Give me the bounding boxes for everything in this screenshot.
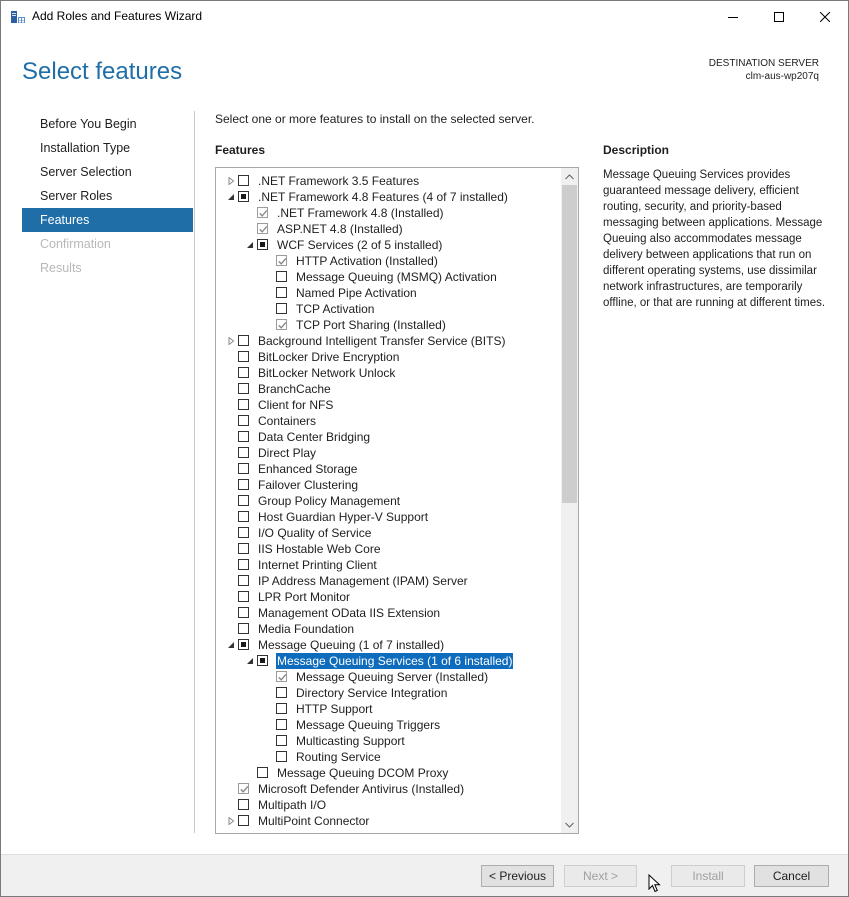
feature-row[interactable] <box>216 637 560 653</box>
feature-checkbox[interactable] <box>276 671 287 682</box>
feature-checkbox[interactable] <box>276 687 287 698</box>
feature-row[interactable] <box>216 653 560 669</box>
nav-item-server-roles[interactable]: Server Roles <box>40 189 113 203</box>
destination-server-value: clm-aus-wp207q <box>745 71 819 82</box>
feature-row[interactable] <box>216 509 560 525</box>
feature-label: Message Queuing (1 of 7 installed) <box>258 638 445 652</box>
window-title: Add Roles and Features Wizard <box>32 9 203 23</box>
feature-label: HTTP Support <box>296 702 373 716</box>
feature-label: Direct Play <box>258 446 317 460</box>
feature-checkbox[interactable] <box>276 255 287 266</box>
description-text: Message Queuing Services provides guaranteed message delivery, efficient routing, security, and priority-based messaging between applications. Message Queuing also accommodates message delivery between applications that run on different operating systems, use dissimilar network infrastructures, are temporarily offline, or that are running at different times. <box>603 169 826 309</box>
feature-checkbox[interactable] <box>276 303 287 314</box>
feature-label: I/O Quality of Service <box>258 526 372 540</box>
feature-checkbox[interactable] <box>238 415 249 426</box>
feature-row[interactable] <box>216 525 560 541</box>
tree-collapse-icon[interactable] <box>246 241 254 249</box>
feature-checkbox[interactable] <box>238 575 249 586</box>
wizard-nav <box>22 112 193 280</box>
tree-collapse-icon[interactable] <box>227 193 235 201</box>
feature-label: Media Foundation <box>258 622 355 636</box>
feature-row[interactable] <box>216 717 560 733</box>
feature-checkbox[interactable] <box>238 351 249 362</box>
checkmark-icon <box>258 224 269 235</box>
feature-label: Enhanced Storage <box>258 462 358 476</box>
feature-checkbox[interactable] <box>238 335 249 346</box>
feature-checkbox[interactable] <box>238 367 249 378</box>
nav-divider <box>194 111 195 833</box>
close-button[interactable] <box>802 1 848 32</box>
feature-checkbox[interactable] <box>238 191 249 202</box>
feature-checkbox[interactable] <box>238 623 249 634</box>
feature-label: Microsoft Defender Antivirus (Installed) <box>258 782 465 796</box>
tree-expand-icon[interactable] <box>227 177 235 185</box>
feature-label: Message Queuing Services (1 of 6 installed) <box>277 654 513 668</box>
feature-label: Message Queuing Server (Installed) <box>296 670 489 684</box>
feature-row[interactable] <box>216 733 560 749</box>
feature-row[interactable] <box>216 557 560 573</box>
feature-row[interactable] <box>216 573 560 589</box>
feature-label: Internet Printing Client <box>258 558 377 572</box>
mouse-cursor-icon <box>648 874 662 894</box>
nav-item-features[interactable]: Features <box>22 208 193 232</box>
feature-label: ASP.NET 4.8 (Installed) <box>277 222 403 236</box>
tree-expand-icon[interactable] <box>227 337 235 345</box>
feature-label: HTTP Activation (Installed) <box>296 254 438 268</box>
description-heading: Description <box>603 143 670 157</box>
tree-expand-icon[interactable] <box>227 817 235 825</box>
feature-checkbox[interactable] <box>238 543 249 554</box>
feature-row[interactable] <box>216 445 560 461</box>
feature-label: Management OData IIS Extension <box>258 606 441 620</box>
feature-checkbox[interactable] <box>276 287 287 298</box>
feature-checkbox[interactable] <box>238 479 249 490</box>
feature-label: Data Center Bridging <box>258 430 371 444</box>
feature-label: Routing Service <box>296 750 381 764</box>
feature-label: Multipath I/O <box>258 798 327 812</box>
features-tree-rows <box>216 173 560 829</box>
feature-checkbox[interactable] <box>238 591 249 602</box>
feature-checkbox[interactable] <box>257 223 268 234</box>
previous-button[interactable]: < Previous <box>481 865 554 887</box>
feature-row[interactable] <box>216 541 560 557</box>
feature-label: .NET Framework 4.8 (Installed) <box>277 206 444 220</box>
feature-row[interactable] <box>216 621 560 637</box>
maximize-icon <box>774 12 784 22</box>
feature-checkbox[interactable] <box>276 703 287 714</box>
feature-checkbox[interactable] <box>238 431 249 442</box>
feature-checkbox[interactable] <box>257 239 268 250</box>
feature-checkbox[interactable] <box>238 783 249 794</box>
feature-checkbox[interactable] <box>238 639 249 650</box>
feature-row[interactable] <box>216 301 560 317</box>
feature-row[interactable] <box>216 429 560 445</box>
minimize-button[interactable] <box>710 1 756 32</box>
feature-label: WCF Services (2 of 5 installed) <box>277 238 443 252</box>
feature-checkbox[interactable] <box>276 319 287 330</box>
feature-row[interactable] <box>216 605 560 621</box>
feature-label: LPR Port Monitor <box>258 590 351 604</box>
scroll-thumb[interactable] <box>562 185 577 503</box>
nav-item-installation-type[interactable]: Installation Type <box>40 141 131 155</box>
feature-label: TCP Activation <box>296 302 375 316</box>
feature-row[interactable] <box>216 685 560 701</box>
feature-row[interactable] <box>216 173 560 189</box>
feature-label: MultiPoint Connector <box>258 814 370 828</box>
feature-label: BitLocker Drive Encryption <box>258 350 400 364</box>
destination-server-label: DESTINATION SERVER <box>708 58 819 69</box>
feature-label: BranchCache <box>258 382 331 396</box>
cancel-button[interactable]: Cancel <box>754 865 829 887</box>
next-button[interactable]: Next > <box>564 865 637 887</box>
feature-label: Named Pipe Activation <box>296 286 417 300</box>
feature-row[interactable] <box>216 765 560 781</box>
feature-row[interactable] <box>216 813 560 829</box>
feature-checkbox[interactable] <box>238 511 249 522</box>
feature-label: Group Policy Management <box>258 494 401 508</box>
feature-label: Host Guardian Hyper-V Support <box>258 510 429 524</box>
feature-row[interactable] <box>216 237 560 253</box>
feature-checkbox[interactable] <box>238 383 249 394</box>
nav-item-server-selection[interactable]: Server Selection <box>40 165 132 179</box>
feature-row[interactable] <box>216 781 560 797</box>
feature-label: Background Intelligent Transfer Service (BITS) <box>258 334 506 348</box>
maximize-button[interactable] <box>756 1 802 32</box>
feature-checkbox[interactable] <box>238 463 249 474</box>
features-heading: Features <box>215 143 266 157</box>
features-tree[interactable] <box>215 167 579 834</box>
server-manager-icon <box>10 9 26 25</box>
feature-label: TCP Port Sharing (Installed) <box>296 318 446 332</box>
feature-label: BitLocker Network Unlock <box>258 366 396 380</box>
feature-checkbox[interactable] <box>238 815 249 826</box>
feature-checkbox[interactable] <box>276 271 287 282</box>
checkmark-icon <box>258 208 269 219</box>
checkmark-icon <box>277 256 288 267</box>
feature-label: Message Queuing DCOM Proxy <box>277 766 449 780</box>
feature-row[interactable] <box>216 701 560 717</box>
feature-checkbox[interactable] <box>257 655 268 666</box>
feature-row[interactable] <box>216 381 560 397</box>
feature-row[interactable] <box>216 669 560 685</box>
feature-row[interactable] <box>216 589 560 605</box>
feature-row[interactable] <box>216 189 560 205</box>
feature-checkbox[interactable] <box>238 447 249 458</box>
feature-row[interactable] <box>216 349 560 365</box>
feature-checkbox[interactable] <box>238 495 249 506</box>
feature-row[interactable] <box>216 333 560 349</box>
scroll-down-button[interactable] <box>561 816 578 833</box>
feature-label: IIS Hostable Web Core <box>258 542 381 556</box>
feature-row[interactable] <box>216 477 560 493</box>
install-button[interactable]: Install <box>671 865 745 887</box>
feature-row[interactable] <box>216 461 560 477</box>
feature-row[interactable] <box>216 253 560 269</box>
feature-row[interactable] <box>216 269 560 285</box>
feature-checkbox[interactable] <box>276 751 287 762</box>
feature-label: Client for NFS <box>258 398 334 412</box>
feature-checkbox[interactable] <box>238 559 249 570</box>
feature-checkbox[interactable] <box>238 799 249 810</box>
feature-label: .NET Framework 4.8 Features (4 of 7 installed) <box>258 190 508 204</box>
tree-collapse-icon[interactable] <box>246 657 254 665</box>
feature-label: Containers <box>258 414 317 428</box>
feature-checkbox[interactable] <box>257 767 268 778</box>
minimize-icon <box>728 12 738 22</box>
page-title: Select features <box>22 58 183 85</box>
chevron-down-icon <box>565 822 574 828</box>
feature-label: .NET Framework 3.5 Features <box>258 174 420 188</box>
feature-row[interactable] <box>216 365 560 381</box>
features-scrollbar[interactable] <box>561 168 578 833</box>
feature-row[interactable] <box>216 205 560 221</box>
feature-checkbox[interactable] <box>276 719 287 730</box>
feature-checkbox[interactable] <box>238 607 249 618</box>
feature-row[interactable] <box>216 397 560 413</box>
feature-label: Message Queuing Triggers <box>296 718 441 732</box>
feature-label: Failover Clustering <box>258 478 359 492</box>
chevron-up-icon <box>565 174 574 180</box>
nav-item-confirmation: Confirmation <box>40 237 111 251</box>
feature-checkbox[interactable] <box>238 399 249 410</box>
nav-item-before-you-begin[interactable]: Before You Begin <box>40 117 137 131</box>
close-icon <box>820 12 830 22</box>
instruction-text: Select one or more features to install on the selected server. <box>215 112 535 126</box>
feature-row[interactable] <box>216 221 560 237</box>
feature-label: Message Queuing (MSMQ) Activation <box>296 270 497 284</box>
feature-label: IP Address Management (IPAM) Server <box>258 574 468 588</box>
checkmark-icon <box>277 672 288 683</box>
feature-row[interactable] <box>216 797 560 813</box>
feature-checkbox[interactable] <box>238 175 249 186</box>
checkmark-icon <box>277 320 288 331</box>
wizard-footer <box>1 854 848 897</box>
feature-label: Multicasting Support <box>296 734 405 748</box>
checkmark-icon <box>239 784 250 795</box>
tree-collapse-icon[interactable] <box>227 641 235 649</box>
feature-checkbox[interactable] <box>257 207 268 218</box>
feature-checkbox[interactable] <box>238 527 249 538</box>
feature-row[interactable] <box>216 317 560 333</box>
feature-checkbox[interactable] <box>276 735 287 746</box>
title-bar[interactable] <box>1 1 848 32</box>
scroll-up-button[interactable] <box>561 168 578 185</box>
feature-label: Directory Service Integration <box>296 686 448 700</box>
nav-item-results: Results <box>40 261 82 275</box>
feature-row[interactable] <box>216 285 560 301</box>
feature-row[interactable] <box>216 749 560 765</box>
feature-row[interactable] <box>216 413 560 429</box>
feature-row[interactable] <box>216 493 560 509</box>
